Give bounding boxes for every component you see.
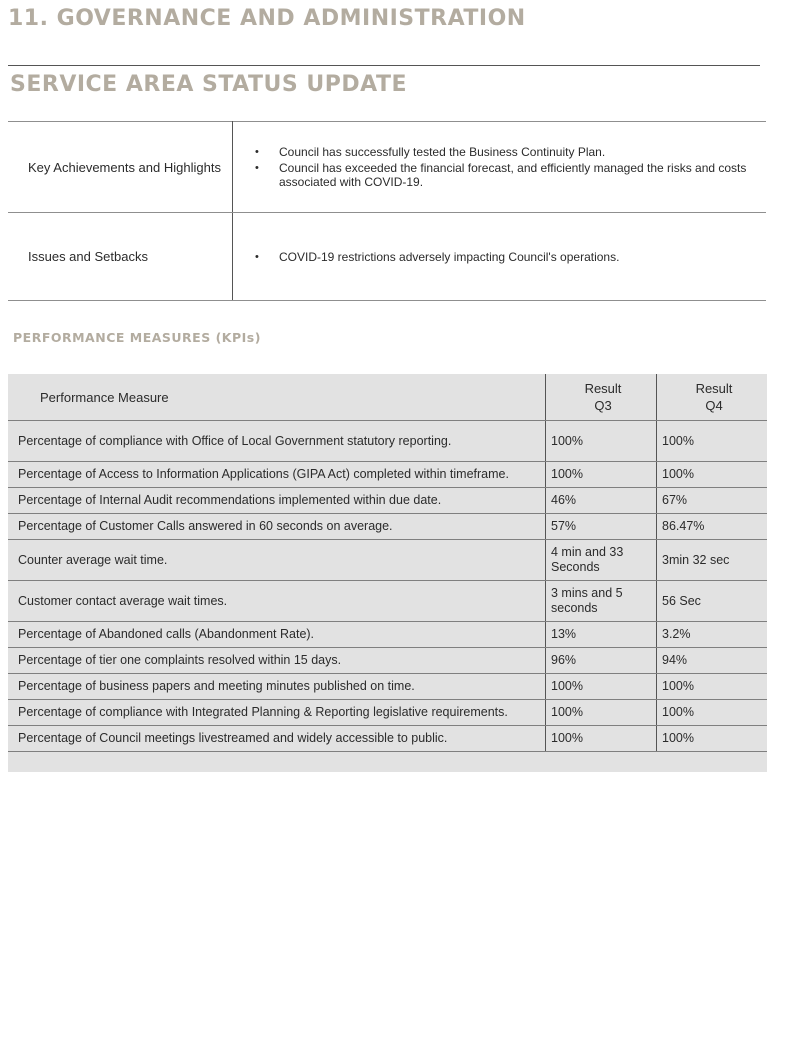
kpi-row — [8, 540, 767, 581]
kpi-measure-cell: Percentage of Abandoned calls (Abandonment Rate). — [8, 622, 546, 648]
header-q3 — [546, 374, 657, 421]
kpi-q4-cell: 100% — [657, 726, 768, 752]
kpi-row — [8, 581, 767, 622]
kpi-table — [8, 374, 767, 752]
status-row-issues — [8, 213, 766, 301]
bullet-list — [255, 145, 750, 189]
header-q4-label: Result Q4 — [695, 381, 733, 413]
kpi-heading: PERFORMANCE MEASURES (KPIs) — [13, 330, 261, 345]
kpi-row — [8, 488, 767, 514]
bullet-item: • COVID-19 restrictions adversely impacting Council's operations. — [255, 250, 750, 264]
kpi-q3-cell: 57% — [546, 514, 657, 540]
kpi-row — [8, 462, 767, 488]
header-measure: Performance Measure — [8, 374, 546, 421]
status-label: Issues and Setbacks — [8, 213, 233, 301]
status-heading: SERVICE AREA STATUS UPDATE — [10, 72, 407, 97]
kpi-q4-cell: 56 Sec — [657, 581, 768, 622]
kpi-measure-cell: Percentage of Access to Information Applications (GIPA Act) completed within timeframe. — [8, 462, 546, 488]
kpi-row — [8, 674, 767, 700]
kpi-row — [8, 622, 767, 648]
kpi-table-container — [8, 374, 767, 772]
kpi-q4-cell: 100% — [657, 700, 768, 726]
kpi-measure-cell: Percentage of Council meetings livestreamed and widely accessible to public. — [8, 726, 546, 752]
kpi-q3-cell: 4 min and 33 Seconds — [546, 540, 657, 581]
kpi-q3-cell: 100% — [546, 462, 657, 488]
kpi-measure-cell: Customer contact average wait times. — [8, 581, 546, 622]
kpi-q3-cell: 13% — [546, 622, 657, 648]
kpi-q4-cell: 100% — [657, 674, 768, 700]
section-divider — [8, 65, 760, 66]
kpi-q3-cell: 96% — [546, 648, 657, 674]
kpi-measure-cell: Percentage of business papers and meeting minutes published on time. — [8, 674, 546, 700]
kpi-measure-cell: Percentage of compliance with Office of Local Government statutory reporting. — [8, 421, 546, 462]
kpi-row — [8, 726, 767, 752]
status-table — [8, 121, 766, 301]
header-q3-label: Result Q3 — [584, 381, 622, 413]
kpi-q4-cell: 94% — [657, 648, 768, 674]
kpi-q3-cell: 100% — [546, 421, 657, 462]
bullet-item: • Council has exceeded the financial forecast, and efficiently managed the risks and costs associated with COVID-19. — [255, 161, 750, 189]
kpi-q4-cell: 86.47% — [657, 514, 768, 540]
bullet-list — [255, 250, 750, 264]
kpi-header-row — [8, 374, 767, 421]
kpi-measure-cell: Counter average wait time. — [8, 540, 546, 581]
kpi-q4-cell: 3min 32 sec — [657, 540, 768, 581]
kpi-row — [8, 421, 767, 462]
kpi-measure-cell: Percentage of compliance with Integrated Planning & Reporting legislative requirements. — [8, 700, 546, 726]
kpi-q4-cell: 100% — [657, 421, 768, 462]
status-label: Key Achievements and Highlights — [8, 122, 233, 213]
kpi-q3-cell: 100% — [546, 674, 657, 700]
bullet-item: • Council has successfully tested the Business Continuity Plan. — [255, 145, 750, 159]
kpi-q4-cell: 100% — [657, 462, 768, 488]
kpi-measure-cell: Percentage of Customer Calls answered in 60 seconds on average. — [8, 514, 546, 540]
kpi-q3-cell: 100% — [546, 700, 657, 726]
status-row-achievements — [8, 122, 766, 213]
kpi-q3-cell: 3 mins and 5 seconds — [546, 581, 657, 622]
kpi-q4-cell: 67% — [657, 488, 768, 514]
kpi-measure-cell: Percentage of tier one complaints resolved within 15 days. — [8, 648, 546, 674]
kpi-q4-cell: 3.2% — [657, 622, 768, 648]
kpi-q3-cell: 46% — [546, 488, 657, 514]
kpi-row — [8, 514, 767, 540]
kpi-measure-cell: Percentage of Internal Audit recommendations implemented within due date. — [8, 488, 546, 514]
section-title: 11. GOVERNANCE AND ADMINISTRATION — [8, 6, 526, 31]
kpi-q3-cell: 100% — [546, 726, 657, 752]
kpi-row — [8, 648, 767, 674]
kpi-row — [8, 700, 767, 726]
header-q4 — [657, 374, 768, 421]
